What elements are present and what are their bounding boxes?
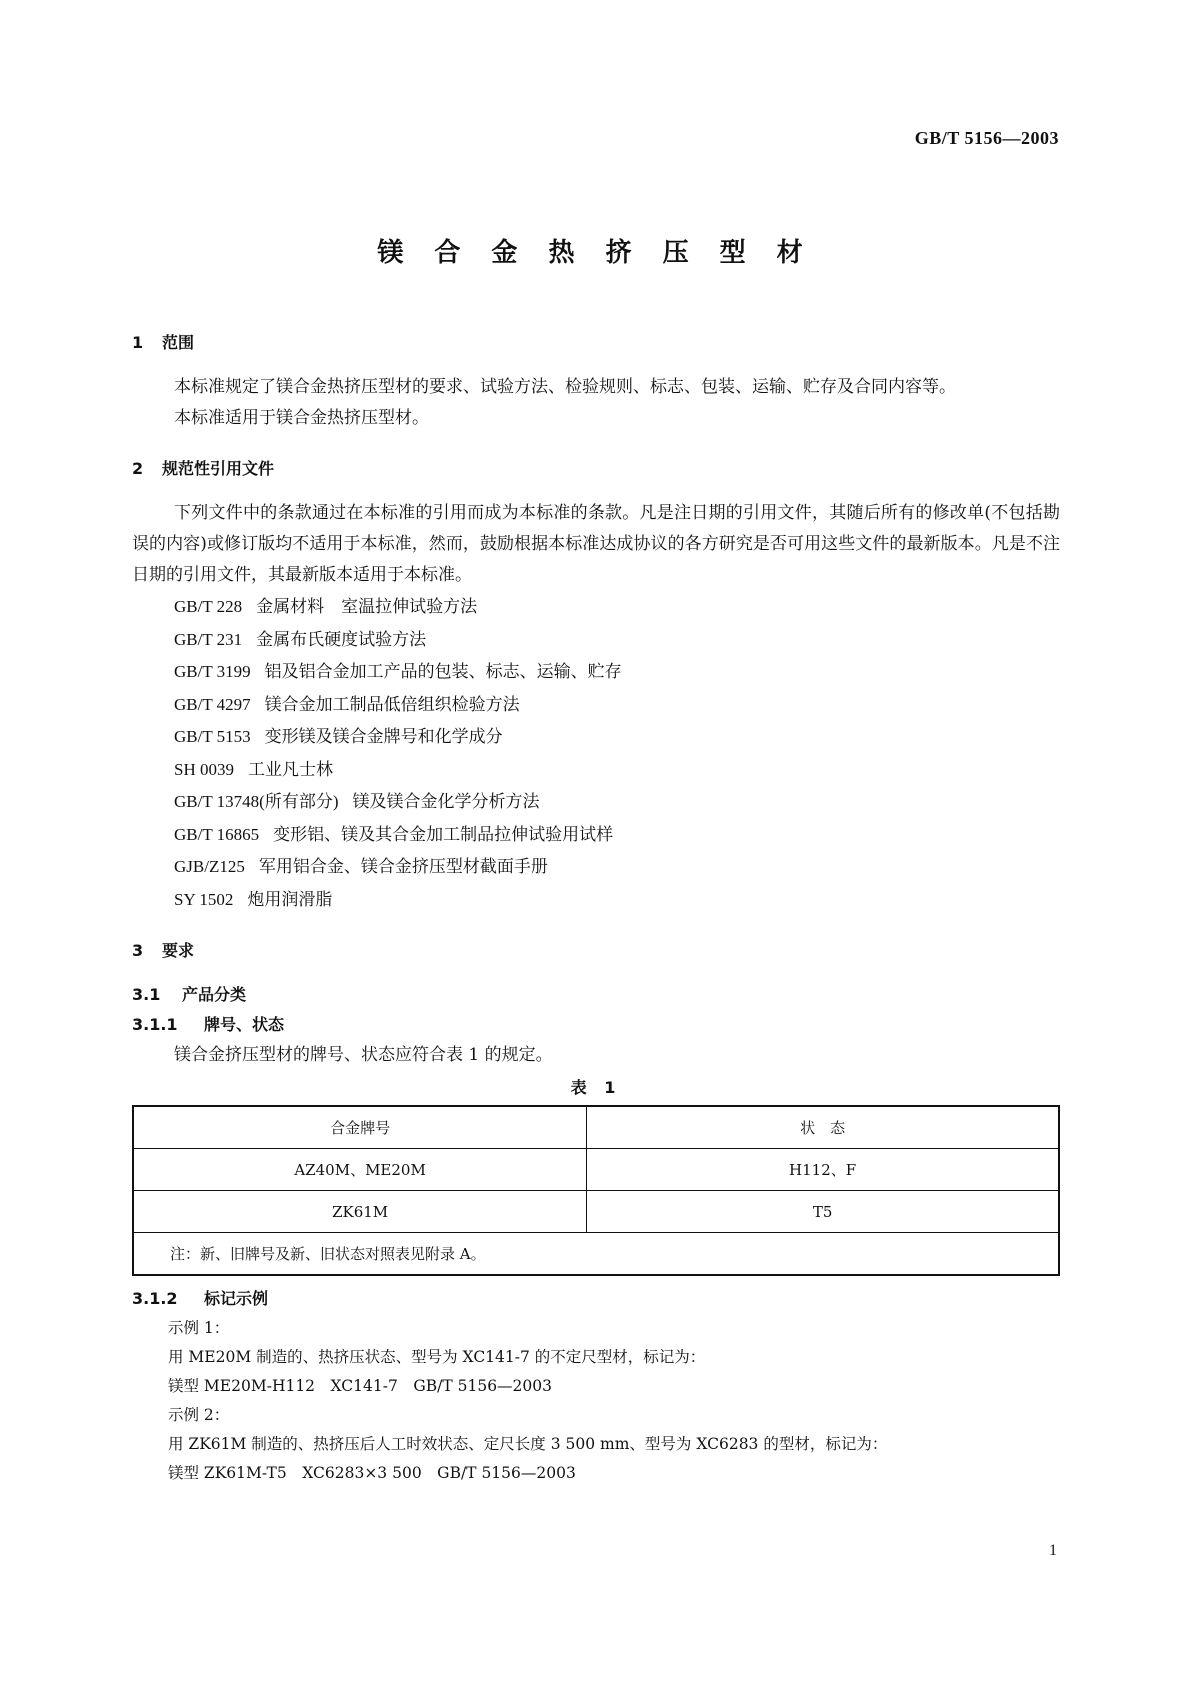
document-title: 镁 合 金 热 挤 压 型 材: [377, 238, 814, 268]
reference-title: 变形镁及镁合金牌号和化学成分: [264, 727, 503, 747]
section-title: 规范性引用文件: [162, 459, 275, 478]
reference-code: SY 1502: [174, 889, 234, 909]
reference-list: [132, 591, 1060, 916]
reference-item: [132, 656, 1060, 689]
example-label: 示例 2：: [168, 1406, 230, 1424]
reference-title: 金属布氏硬度试验方法: [256, 629, 427, 650]
section-3-1-1-text: 镁合金挤压型材的牌号、状态应符合表 1 的规定。: [174, 1045, 553, 1065]
reference-item: [132, 884, 1060, 917]
reference-code: SH 0039: [174, 759, 234, 779]
table-cell: ZK61M: [133, 1191, 587, 1233]
table-cell: H112、F: [587, 1149, 1059, 1191]
section-number: 2: [132, 459, 144, 478]
section-number: 3: [132, 941, 144, 960]
reference-item: [132, 689, 1060, 722]
reference-title: 镁及镁合金化学分析方法: [352, 792, 540, 812]
reference-item: [132, 721, 1060, 754]
table-1: [132, 1105, 1060, 1276]
reference-title: 变形铝、镁及其合金加工制品拉伸试验用试样: [273, 824, 614, 845]
reference-item: [132, 819, 1060, 852]
example-label: 示例 1：: [168, 1319, 230, 1337]
reference-code: GB/T 13748(所有部分): [174, 792, 339, 811]
table-header-row: [133, 1106, 1059, 1149]
reference-title: 炮用润滑脂: [247, 889, 333, 910]
example-description: 用 ME20M 制造的、热挤压状态、型号为 XC141-7 的不定尺型材，标记为：: [168, 1348, 706, 1366]
table-cell: AZ40M、ME20M: [133, 1149, 587, 1191]
reference-title: 镁合金加工制品低倍组织检验方法: [264, 694, 520, 715]
reference-item: [132, 851, 1060, 884]
section-1-heading: [132, 328, 1060, 358]
table-header-cell: 合金牌号: [133, 1106, 587, 1149]
table-note-row: [133, 1233, 1059, 1276]
section-title: 牌号、状态: [204, 1015, 285, 1034]
reference-code: GB/T 16865: [174, 824, 260, 844]
table-row: [133, 1149, 1059, 1191]
section-title: 要求: [162, 941, 195, 960]
reference-title: 军用铝合金、镁合金挤压型材截面手册: [258, 857, 548, 877]
reference-code: GB/T 3199: [174, 662, 251, 681]
table-cell: T5: [587, 1191, 1059, 1233]
section-2-intro: 下列文件中的条款通过在本标准的引用而成为本标准的条款。凡是注日期的引用文件，其随后所有的修改单(不包括勘误的内容)或修订版均不适用于本标准，然而，鼓励根据本标准达成协议的各方研究是否可用这些文件的最新版本。凡是不注日期的引用文件，其最新版本适用于本标准。: [132, 503, 1060, 585]
section-title: 产品分类: [182, 985, 247, 1004]
reference-title: 金属材料 室温拉伸试验方法: [256, 597, 478, 617]
reference-item: [132, 624, 1060, 657]
section-1-paragraph: 本标准适用于镁合金热挤压型材。: [174, 408, 429, 428]
table-1-caption: 表 1: [570, 1078, 622, 1097]
reference-item: [132, 754, 1060, 787]
section-title: 标记示例: [204, 1289, 269, 1308]
reference-title: 铝及铝合金加工产品的包装、标志、运输、贮存: [264, 662, 622, 682]
page-number: 1: [1049, 1542, 1057, 1559]
example-description: 用 ZK61M 制造的、热挤压后人工时效状态、定尺长度 3 500 mm、型号为 XC6283 的型材，标记为：: [168, 1435, 888, 1453]
reference-code: GJB/Z125: [174, 857, 245, 876]
reference-title: 工业凡士林: [247, 759, 333, 780]
standard-code-header: GB/T 5156—2003: [914, 128, 1059, 148]
section-3-1-1-heading: [132, 1010, 1060, 1040]
section-2-heading: [132, 454, 1060, 484]
section-number: 3.1.1: [132, 1015, 178, 1034]
table-row: [133, 1191, 1059, 1233]
table-header-cell: 状 态: [587, 1106, 1059, 1149]
reference-code: GB/T 231: [174, 629, 243, 649]
section-number: 3.1.2: [132, 1289, 178, 1308]
table-note: 注：新、旧牌号及新、旧状态对照表见附录 A。: [133, 1233, 1059, 1276]
document-body: [132, 328, 1060, 1488]
example-marking: 镁型 ME20M-H112 XC141-7 GB/T 5156—2003: [168, 1377, 553, 1395]
reference-item: [132, 591, 1060, 624]
reference-code: GB/T 5153: [174, 727, 251, 746]
reference-item: [132, 786, 1060, 819]
example-marking: 镁型 ZK61M-T5 XC6283×3 500 GB/T 5156—2003: [168, 1464, 576, 1482]
section-1-paragraph: 本标准规定了镁合金热挤压型材的要求、试验方法、检验规则、标志、包装、运输、贮存及合同内容等。: [174, 377, 956, 397]
section-3-1-heading: [132, 980, 1060, 1010]
section-number: 1: [132, 333, 144, 352]
section-3-heading: [132, 936, 1060, 966]
section-3-1-2-heading: [132, 1284, 1060, 1314]
reference-code: GB/T 228: [174, 597, 243, 616]
reference-code: GB/T 4297: [174, 694, 251, 714]
section-title: 范围: [162, 333, 195, 352]
section-number: 3.1: [132, 985, 161, 1004]
